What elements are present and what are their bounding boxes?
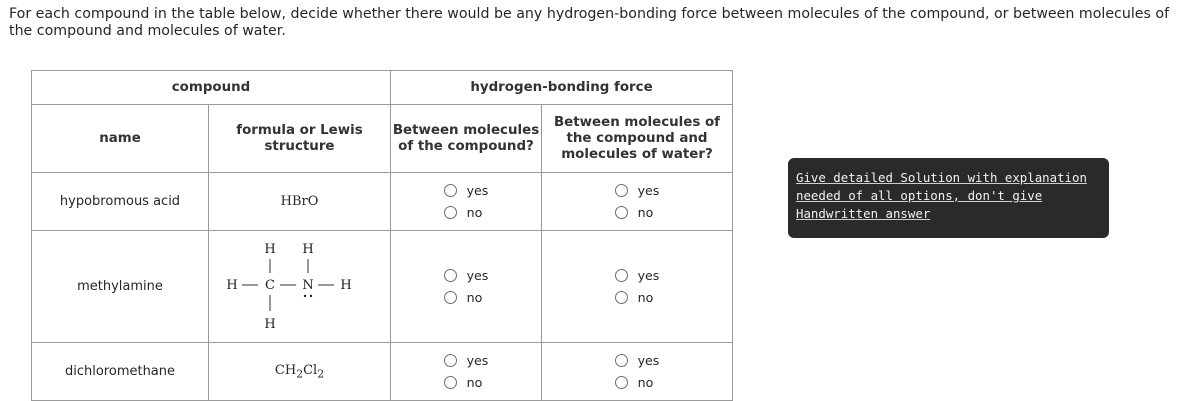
radio-button[interactable] [615,206,628,219]
hydrogen-bonding-table [31,70,733,401]
compound-lewis-structure [209,231,391,343]
radio-button[interactable] [615,291,628,304]
lewis-structure-diagram [220,237,380,337]
svg-text:H: H [339,277,352,293]
svg-text:H: H [263,241,276,257]
radio-button[interactable] [615,354,628,367]
svg-text:H: H [225,277,238,293]
yes-option[interactable]: yes [444,265,489,287]
radio-button[interactable] [615,376,628,389]
compound-group-header: compound [32,71,391,105]
radio-button[interactable] [444,354,457,367]
radio-button[interactable] [444,376,457,389]
radio-button[interactable] [444,269,457,282]
water-hbond-choice [542,231,733,343]
svg-text:H: H [301,241,314,257]
instruction-note: Give detailed Solution with explanation needed of all options, don't give Handwritten answer [788,158,1109,238]
question-prompt: For each compound in the table below, decide whether there would be any hydrogen-bonding force between molecules of the compound, or between molecules of the compound and molecules of water. [9,6,1170,39]
no-option[interactable]: no [615,287,660,309]
yes-option[interactable]: yes [444,350,489,372]
no-option[interactable]: no [444,287,489,309]
no-option[interactable]: no [615,202,660,224]
radio-button[interactable] [615,269,628,282]
table-row [32,343,733,401]
radio-button[interactable] [444,291,457,304]
compound-name: dichloromethane [32,343,209,401]
self-hbond-choice [391,173,542,231]
svg-text:N: N [301,277,314,293]
self-hbond-choice [391,343,542,401]
no-option[interactable]: no [615,372,660,394]
yes-option[interactable]: yes [444,180,489,202]
yes-option[interactable]: yes [615,350,660,372]
table-row [32,231,733,343]
radio-button[interactable] [444,206,457,219]
no-option[interactable]: no [444,202,489,224]
svg-text:H: H [263,316,276,332]
formula-column-header: formula or Lewis structure [209,105,391,173]
water-hbond-column-header: Between molecules of the compound and molecules of water? [542,105,733,173]
radio-button[interactable] [444,184,457,197]
radio-button[interactable] [615,184,628,197]
self-hbond-column-header: Between molecules of the compound? [391,105,542,173]
hbond-group-header: hydrogen-bonding force [391,71,733,105]
compound-name: hypobromous acid [32,173,209,231]
self-hbond-choice [391,231,542,343]
water-hbond-choice [542,343,733,401]
yes-option[interactable]: yes [615,180,660,202]
water-hbond-choice [542,173,733,231]
yes-option[interactable]: yes [615,265,660,287]
compound-formula: HBrO [209,173,391,231]
compound-formula: $CH_2Cl_2$ [209,343,391,401]
table-row [32,173,733,231]
name-column-header: name [32,105,209,173]
svg-text:C: C [264,277,275,293]
no-option[interactable]: no [444,372,489,394]
compound-name: methylamine [32,231,209,343]
